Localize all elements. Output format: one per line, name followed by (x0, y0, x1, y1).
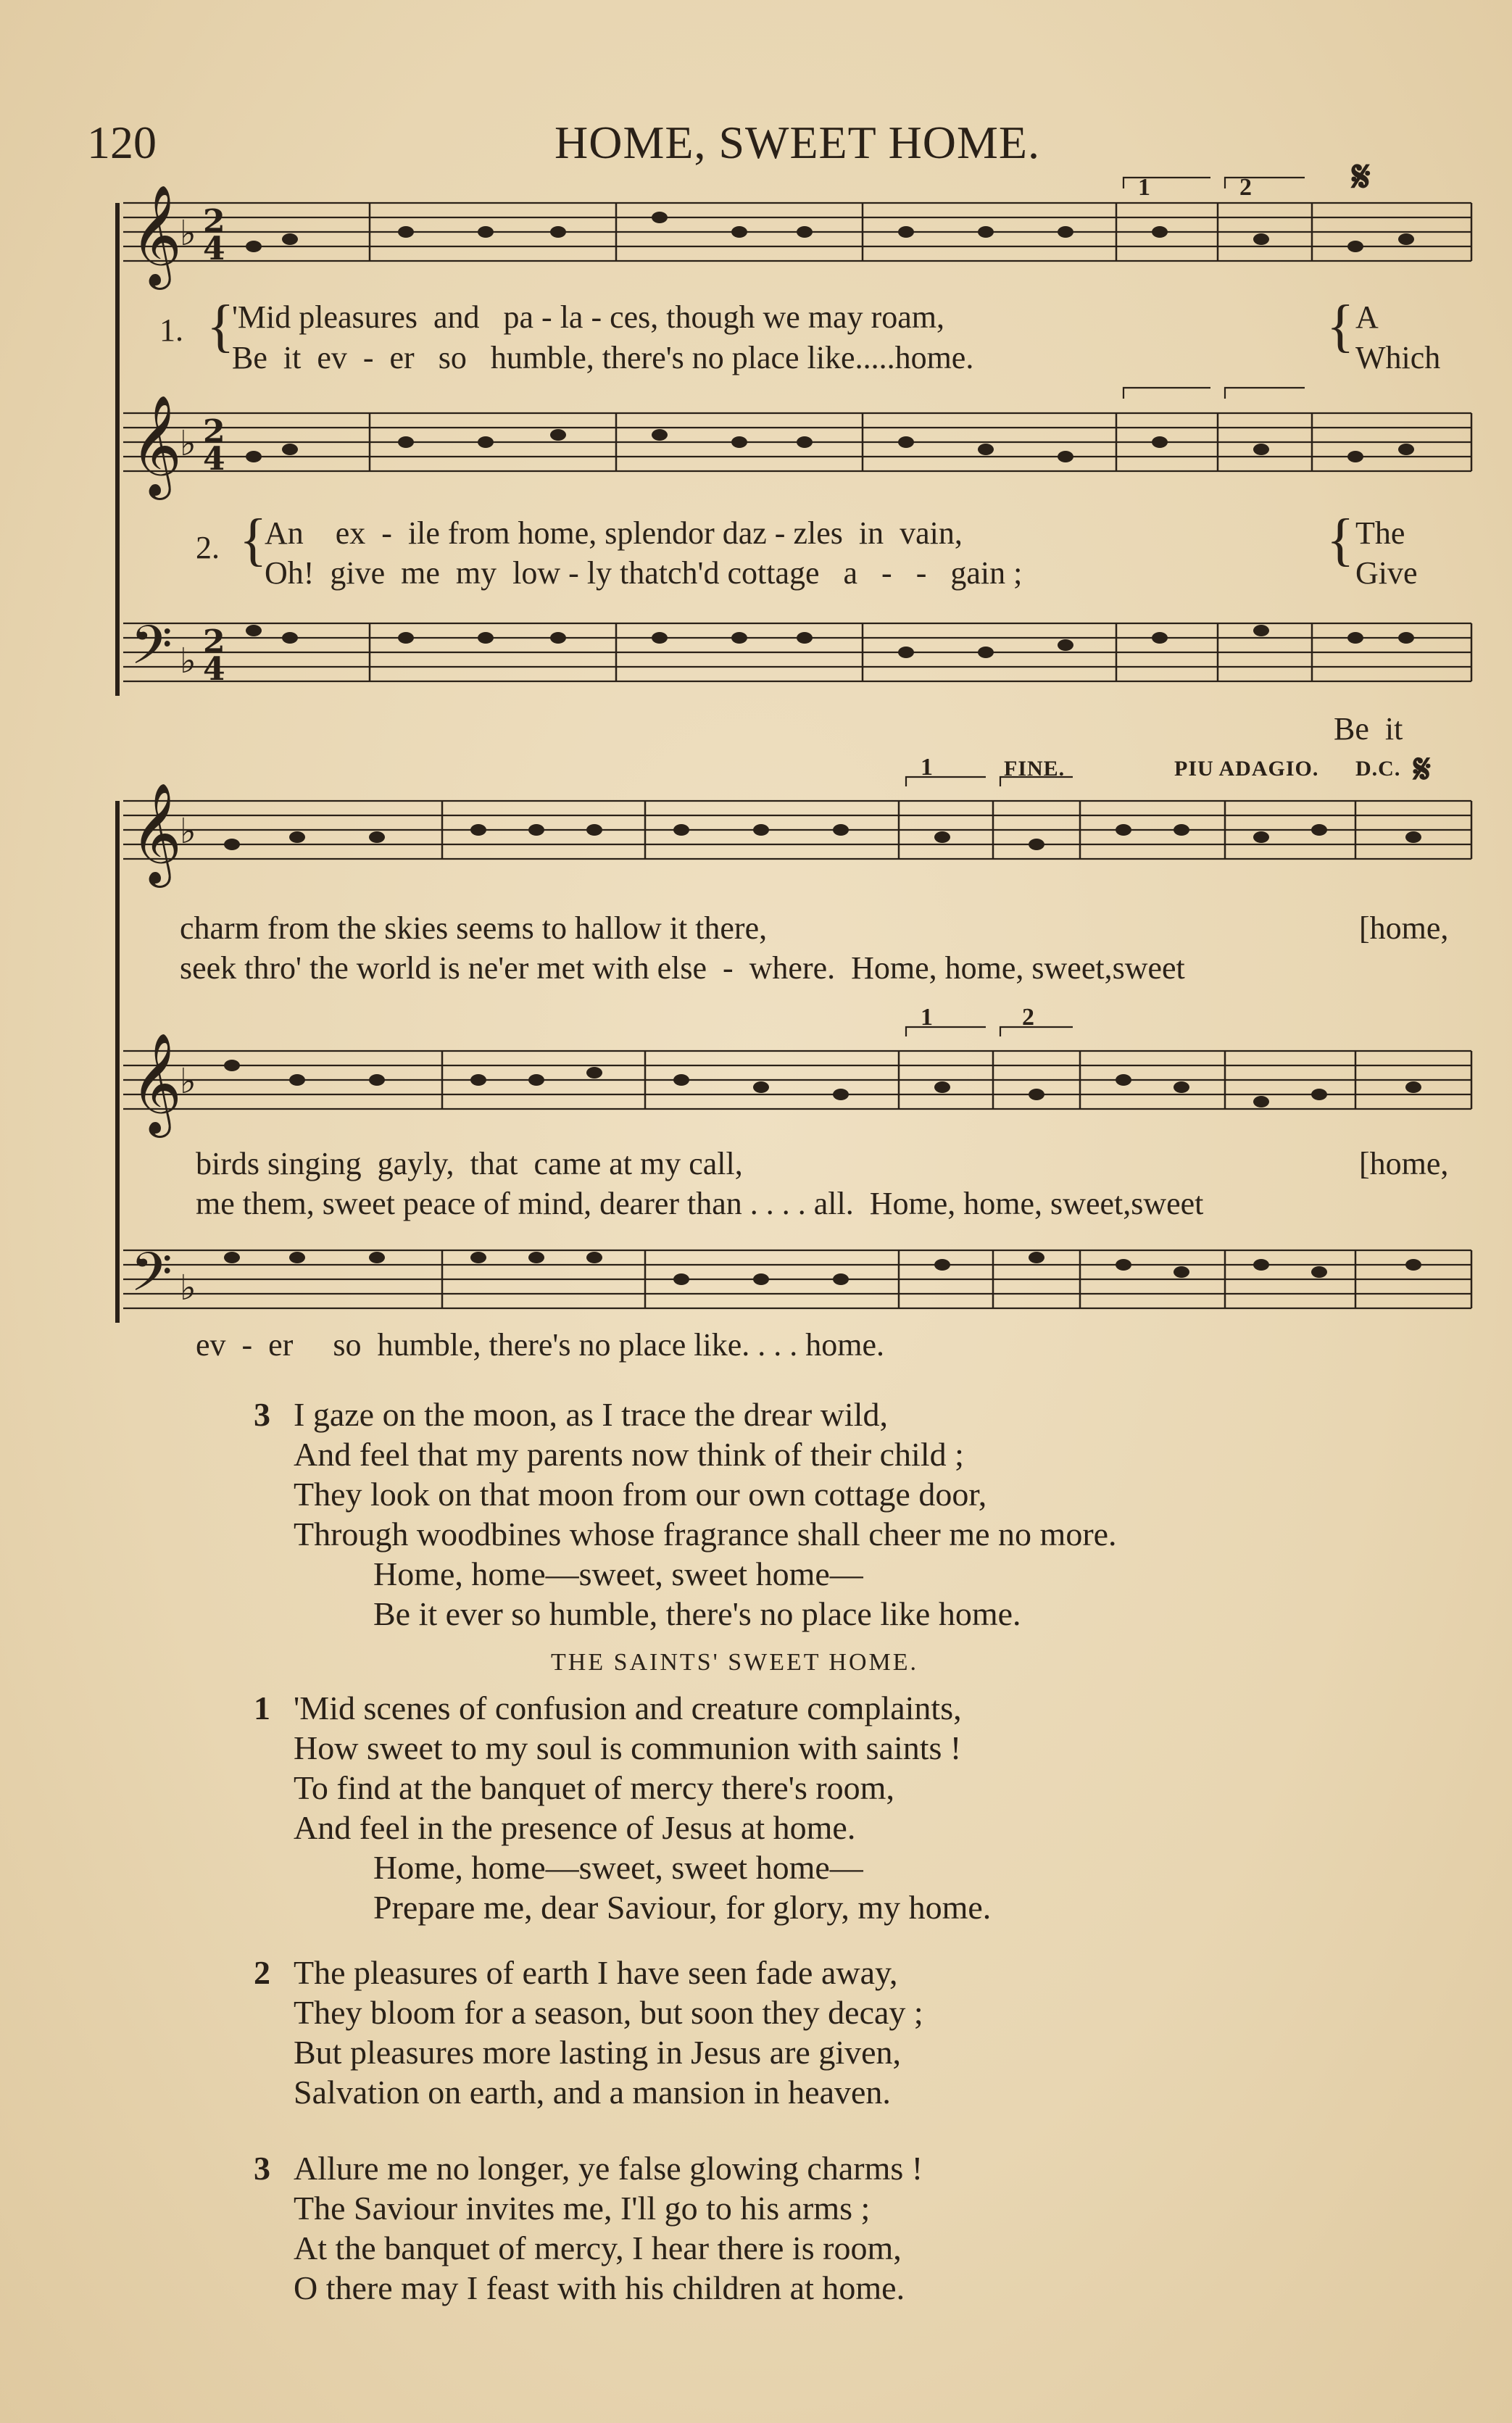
dc-marking: D.C. (1355, 757, 1401, 781)
page-title: HOME, SWEET HOME. (554, 117, 1040, 168)
verse-line: Home, home—sweet, sweet home— (373, 1849, 863, 1886)
section-subtitle: THE SAINTS' SWEET HOME. (551, 1649, 919, 1676)
svg-text:𝄞: 𝄞 (130, 1033, 182, 1134)
svg-text:𝄞: 𝄞 (130, 185, 182, 286)
page-number: 120 (87, 117, 157, 168)
brace-icon: { (207, 294, 235, 358)
svg-text:♭: ♭ (180, 1268, 196, 1308)
segno-icon: 𝄋 (1352, 153, 1371, 201)
segno-icon: 𝄋 (1413, 747, 1432, 792)
verse-line: Be it ever so humble, there's no place like home. (373, 1595, 1021, 1632)
svg-text:4: 4 (203, 230, 225, 267)
lyric-line-4: me them, sweet peace of mind, dearer than . . . . all. Home, home, sweet,sweet (196, 1186, 1204, 1221)
verse-line: To find at the banquet of mercy there's room, (294, 1769, 894, 1806)
svg-text:♭: ♭ (180, 811, 196, 852)
volta-2-label-lower: 2 (1022, 1004, 1034, 1031)
verse-line: They look on that moon from our own cottage door, (294, 1476, 987, 1513)
volta-1-label-lower: 1 (921, 1004, 933, 1031)
brace-icon: { (1326, 508, 1355, 572)
volta-2-label: 2 (1239, 174, 1252, 201)
verse-line: Salvation on earth, and a mansion in heaven. (294, 2074, 891, 2111)
page-header (87, 116, 1464, 174)
verse-line: Home, home—sweet, sweet home— (373, 1555, 863, 1592)
verse-number: 1 (254, 1690, 270, 1726)
verse-label-1: 1. (159, 312, 183, 348)
verse-line: They bloom for a season, but soon they decay ; (294, 1994, 923, 2031)
svg-text:𝄢: 𝄢 (130, 614, 173, 690)
svg-text:𝄞: 𝄞 (130, 783, 182, 884)
svg-text:4: 4 (203, 651, 225, 688)
tempo-marking: PIU ADAGIO. (1174, 757, 1319, 781)
verse-line: Prepare me, dear Saviour, for glory, my home. (373, 1889, 992, 1926)
svg-text:♭: ♭ (180, 641, 196, 681)
verse-line: The Saviour invites me, I'll go to his arms ; (294, 2190, 871, 2227)
verse-line: Allure me no longer, ye false glowing charms ! (294, 2150, 923, 2187)
verse-line: And feel in the presence of Jesus at home. (294, 1809, 856, 1846)
verse-number: 3 (254, 1396, 270, 1433)
volta-1-label: 1 (921, 754, 933, 781)
svg-text:𝄢: 𝄢 (130, 1241, 173, 1317)
music-system-1 (109, 153, 1471, 783)
verse-line: I gaze on the moon, as I trace the drear wild, (294, 1396, 888, 1433)
lyric-line-2: seek thro' the world is ne'er met with else - where. Home, home, sweet,sweet (180, 950, 1185, 986)
verse-line: Through woodbines whose fragrance shall cheer me no more. (294, 1516, 1117, 1553)
staff-group-1 (109, 174, 1471, 783)
lyric-v1-end-a: A (1355, 299, 1379, 335)
brace-icon: { (239, 508, 267, 572)
verse-line: 'Mid scenes of confusion and creature complaints, (294, 1690, 962, 1726)
verse-line: How sweet to my soul is communion with saints ! (294, 1729, 962, 1766)
verse-number: 2 (254, 1954, 270, 1991)
verse-line: At the banquet of mercy, I hear there is room, (294, 2229, 902, 2266)
svg-text:♭: ♭ (180, 1061, 196, 1102)
lyric-bass-tail: Be it (1334, 711, 1403, 747)
lyric-line-1: charm from the skies seems to hallow it there, (180, 910, 768, 946)
svg-text:4: 4 (203, 441, 225, 478)
lyric-v2-line-a: An ex - ile from home, splendor daz - zles in vain, (265, 515, 963, 551)
verse-label-2: 2. (196, 530, 220, 565)
staff-group-2 (109, 783, 1471, 1377)
svg-text:♭: ♭ (180, 423, 196, 464)
lyric-line-3-end: [home, (1359, 1146, 1449, 1181)
volta-1-label: 1 (1138, 174, 1150, 201)
lyric-v1-end-b: Which (1355, 340, 1441, 375)
lyric-v2-end-b: Give (1355, 555, 1418, 591)
fine-marking: FINE. (1004, 757, 1066, 781)
verse-number: 3 (254, 2150, 270, 2187)
svg-text:𝄞: 𝄞 (130, 395, 182, 496)
verse-line: And feel that my parents now think of their child ; (294, 1436, 964, 1473)
brace-icon: { (1326, 294, 1355, 358)
svg-text:2: 2 (203, 623, 225, 660)
lyric-v1-line-b: Be it ev - er so humble, there's no place like.....home. (232, 340, 974, 375)
lyric-line-5: ev - er so humble, there's no place like. . . . home. (196, 1327, 884, 1363)
lyric-line-3: birds singing gayly, that came at my call, (196, 1146, 743, 1181)
svg-text:2: 2 (203, 413, 225, 450)
svg-text:2: 2 (203, 203, 225, 240)
svg-text:♭: ♭ (180, 213, 196, 254)
verse-line: The pleasures of earth I have seen fade away, (294, 1954, 898, 1991)
lyric-v1-line-a: 'Mid pleasures and pa - la - ces, though we may roam, (232, 299, 944, 335)
music-system-2 (109, 747, 1471, 1377)
verse-line: But pleasures more lasting in Jesus are given, (294, 2034, 902, 2071)
lyric-v2-end-a: The (1355, 515, 1405, 551)
verse-line: O there may I feast with his children at home. (294, 2269, 905, 2306)
lyric-line-1-end: [home, (1359, 910, 1449, 946)
lyric-v2-line-b: Oh! give me my low - ly thatch'd cottage a - - gain ; (265, 555, 1023, 591)
